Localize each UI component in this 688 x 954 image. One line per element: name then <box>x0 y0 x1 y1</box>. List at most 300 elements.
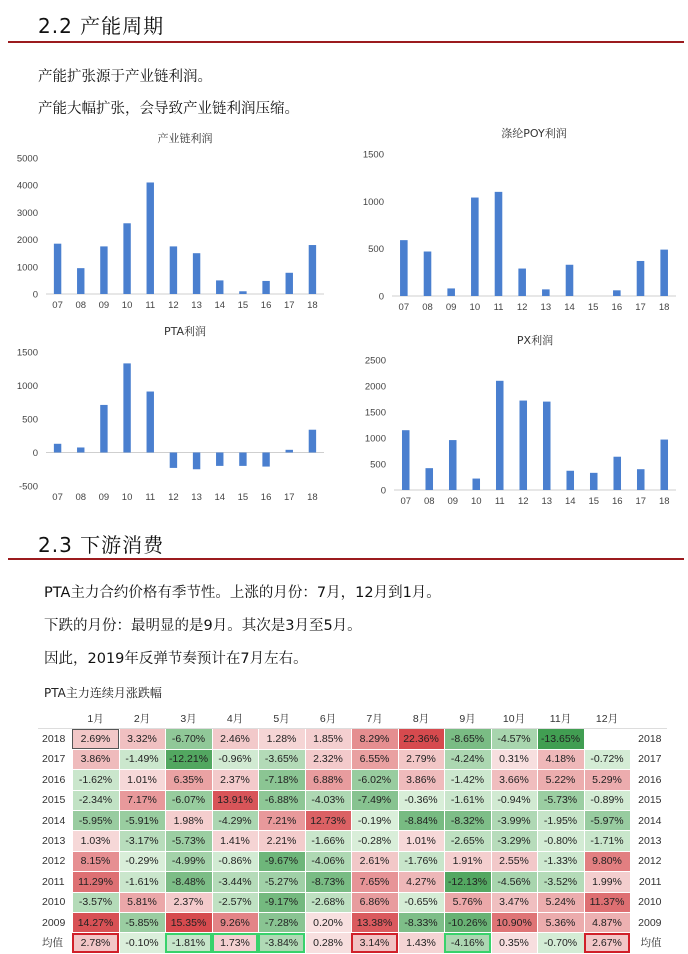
x-tick-label: 16 <box>611 496 623 507</box>
heatmap-cell: -5.91% <box>119 810 165 830</box>
heatmap-cell: 1.01% <box>119 770 165 790</box>
heatmap-cell: -5.73% <box>537 790 584 810</box>
y-tick-label: 0 <box>32 289 38 301</box>
heatmap-cell: 4.27% <box>398 872 444 892</box>
heatmap-cell: -8.65% <box>444 729 491 749</box>
heatmap-cell: -0.29% <box>119 851 165 871</box>
bar <box>170 246 177 294</box>
heatmap-cell: -2.68% <box>305 892 351 912</box>
paragraph-line: 产能扩张源于产业链利润。 <box>38 69 212 85</box>
y-tick-label: 1000 <box>16 262 38 274</box>
bar <box>239 291 246 294</box>
bar <box>471 198 479 296</box>
heatmap-cell: -1.81% <box>165 933 212 953</box>
heatmap-cell: 13.38% <box>351 912 398 932</box>
heatmap-cell: -3.44% <box>212 872 258 892</box>
heatmap-cell: -0.65% <box>398 892 444 912</box>
heatmap-cell: 3.86% <box>72 749 119 769</box>
x-tick-label: 07 <box>398 302 410 313</box>
heatmap-cell: 1.41% <box>212 831 258 851</box>
column-header: 3月 <box>165 709 212 729</box>
row-label: 2018 <box>630 729 666 749</box>
row-label: 2010 <box>630 892 666 912</box>
y-tick-label: 1000 <box>16 381 38 392</box>
heatmap-cell: 2.78% <box>72 933 119 953</box>
x-tick-label: 15 <box>237 492 249 503</box>
y-tick-label: 2000 <box>16 235 38 247</box>
heatmap-cell: -9.17% <box>258 892 305 912</box>
chart-title: PX利润 <box>516 334 554 347</box>
heatmap-cell: -5.27% <box>258 872 305 892</box>
heatmap-cell: -3.52% <box>537 872 584 892</box>
heatmap-cell: -0.28% <box>351 831 398 851</box>
x-tick-label: 11 <box>494 496 505 507</box>
heatmap-cell: -1.33% <box>537 851 584 871</box>
x-tick-label: 14 <box>214 300 226 311</box>
x-tick-label: 17 <box>283 492 295 503</box>
row-label: 2012 <box>630 851 666 871</box>
x-tick-label: 18 <box>658 302 670 313</box>
chart-title: PTA利润 <box>163 325 207 338</box>
bar <box>590 473 598 490</box>
x-tick-label: 07 <box>52 492 63 503</box>
x-tick-label: 08 <box>423 496 435 507</box>
heatmap-cell: 1.91% <box>444 851 491 871</box>
x-tick-label: 14 <box>564 496 576 507</box>
heatmap-cell: 2.21% <box>258 831 305 851</box>
heatmap-cell: 0.28% <box>305 933 351 953</box>
section-title-downstream: 2.3 下游消费 <box>38 533 165 557</box>
heatmap-cell: -1.66% <box>305 831 351 851</box>
row-label: 均值 <box>38 933 72 953</box>
bar <box>239 453 246 466</box>
bar <box>660 250 668 296</box>
bar <box>216 280 223 294</box>
heatmap-cell: 5.81% <box>119 892 165 912</box>
heatmap-cell: -3.57% <box>72 892 119 912</box>
paragraph-line: 因此，2019年反弹节奏预计在7月左右。 <box>44 651 308 667</box>
chart-svg <box>352 123 682 318</box>
heatmap-cell: 15.35% <box>165 912 212 932</box>
row-label: 2017 <box>38 749 72 769</box>
bar <box>447 288 455 296</box>
heatmap-cell: -2.34% <box>72 790 119 810</box>
x-tick-label: 12 <box>516 302 528 313</box>
heatmap-cell: -1.42% <box>444 770 491 790</box>
y-tick-label: 1500 <box>16 347 38 359</box>
heatmap-cell: 2.55% <box>491 851 537 871</box>
heatmap-cell: -1.95% <box>537 810 584 830</box>
heatmap-cell: 1.99% <box>584 872 630 892</box>
bar <box>542 289 550 296</box>
heatmap-cell: -8.48% <box>165 872 212 892</box>
heatmap-cell: -1.76% <box>398 851 444 871</box>
chart-title: 产业链利润 <box>157 132 213 145</box>
bar <box>543 402 551 490</box>
heatmap-cell: -1.61% <box>444 790 491 810</box>
heatmap-cell: -4.57% <box>491 729 537 749</box>
heatmap-cell: 0.31% <box>491 749 537 769</box>
x-tick-label: 07 <box>52 300 63 311</box>
column-header: 1月 <box>72 709 119 729</box>
heatmap-cell <box>584 729 630 749</box>
heatmap-cell: -4.24% <box>444 749 491 769</box>
row-label: 2010 <box>38 892 72 912</box>
heatmap-cell: -1.71% <box>584 831 630 851</box>
heatmap-cell: 2.46% <box>212 729 258 749</box>
bar <box>100 246 107 294</box>
heatmap-cell: 6.35% <box>165 770 212 790</box>
bar <box>123 363 130 452</box>
heatmap-cell: 0.20% <box>305 912 351 932</box>
bar <box>518 269 526 296</box>
column-header: 8月 <box>398 709 444 729</box>
table-row <box>38 749 666 769</box>
x-tick-label: 08 <box>422 302 433 313</box>
heatmap-title: PTA主力连续月涨跌幅 <box>44 686 162 700</box>
heatmap-cell: -7.28% <box>258 912 305 932</box>
x-tick-label: 13 <box>540 302 552 313</box>
table-row <box>38 790 666 810</box>
column-header: 4月 <box>212 709 258 729</box>
x-tick-label: 17 <box>283 300 295 311</box>
heatmap-cell: 5.22% <box>537 770 584 790</box>
row-label: 均值 <box>630 933 666 953</box>
bar <box>496 381 504 490</box>
heatmap-cell: -8.84% <box>398 810 444 830</box>
bar <box>193 253 200 294</box>
x-tick-label: 11 <box>493 302 504 313</box>
heatmap-cell: 7.21% <box>258 810 305 830</box>
row-label: 2016 <box>630 770 666 790</box>
heatmap-cell: -3.29% <box>491 831 537 851</box>
x-tick-label: 15 <box>588 496 600 507</box>
heatmap-cell: -5.97% <box>584 810 630 830</box>
row-label: 2009 <box>38 912 72 932</box>
x-tick-label: 10 <box>121 492 133 503</box>
x-tick-label: 13 <box>191 492 202 503</box>
y-tick-label: 5000 <box>16 153 38 165</box>
bar <box>449 440 457 490</box>
heatmap-cell: -3.99% <box>491 810 537 830</box>
heatmap-cell: 9.80% <box>584 851 630 871</box>
monthly-return-heatmap <box>38 709 667 954</box>
heatmap-cell: 1.43% <box>398 933 444 953</box>
heatmap-cell: -8.33% <box>398 912 444 932</box>
heatmap-cell: 1.28% <box>258 729 305 749</box>
y-tick-label: 0 <box>380 485 386 497</box>
chart-polyester-poy-profit <box>352 123 682 318</box>
heatmap-cell: -8.32% <box>444 810 491 830</box>
bar <box>77 268 84 294</box>
bar <box>566 471 574 490</box>
table-row <box>38 831 666 851</box>
y-tick-label: 3000 <box>16 207 38 219</box>
heatmap-cell: 1.03% <box>72 831 119 851</box>
chart-svg <box>8 128 328 318</box>
heatmap-cell: -4.99% <box>165 851 212 871</box>
heatmap-cell: -5.85% <box>119 912 165 932</box>
heatmap-cell: -10.26% <box>444 912 491 932</box>
bar <box>613 290 621 296</box>
chart-svg <box>8 322 328 507</box>
heatmap-cell: -1.62% <box>72 770 119 790</box>
column-header: 5月 <box>258 709 305 729</box>
bar <box>425 468 433 490</box>
y-tick-label: 2500 <box>364 355 386 367</box>
column-header: 9月 <box>444 709 491 729</box>
heatmap-cell: -0.19% <box>351 810 398 830</box>
x-tick-label: 15 <box>587 302 599 313</box>
x-tick-label: 17 <box>635 302 646 313</box>
x-tick-label: 08 <box>75 492 87 503</box>
heatmap-cell: 3.66% <box>491 770 537 790</box>
x-tick-label: 18 <box>307 492 318 503</box>
y-tick-label: 500 <box>370 459 386 471</box>
y-tick-label: 0 <box>32 448 38 459</box>
y-tick-label: 0 <box>378 291 384 303</box>
heatmap-cell: 14.27% <box>72 912 119 932</box>
heatmap-cell: -4.56% <box>491 872 537 892</box>
x-tick-label: 14 <box>564 302 575 313</box>
heatmap-cell: -3.17% <box>119 831 165 851</box>
heatmap-cell: 3.14% <box>351 933 398 953</box>
bar <box>660 440 668 490</box>
heatmap-cell: -4.29% <box>212 810 258 830</box>
bar <box>286 273 293 294</box>
bar <box>216 453 223 466</box>
x-tick-label: 11 <box>145 492 156 503</box>
x-tick-label: 12 <box>168 300 179 311</box>
heatmap-cell: -1.61% <box>119 872 165 892</box>
x-tick-label: 16 <box>260 300 272 311</box>
heatmap-cell: 3.32% <box>119 729 165 749</box>
bar <box>637 469 645 490</box>
bar <box>472 479 480 490</box>
heatmap-cell: 5.29% <box>584 770 630 790</box>
heatmap-cell: -7.18% <box>258 770 305 790</box>
heatmap-cell: -12.13% <box>444 872 491 892</box>
x-tick-label: 09 <box>98 300 110 311</box>
bar <box>613 457 621 490</box>
y-tick-label: 1500 <box>364 407 386 419</box>
x-tick-label: 14 <box>214 492 226 503</box>
paragraph-line: 产能大幅扩张，会导致产业链利润压缩。 <box>38 101 299 117</box>
heatmap-cell: -2.65% <box>444 831 491 851</box>
y-tick-label: 1000 <box>364 433 386 445</box>
x-tick-label: 16 <box>260 492 272 503</box>
row-label: 2016 <box>38 770 72 790</box>
bar <box>309 430 316 453</box>
row-label: 2014 <box>38 810 72 830</box>
bar <box>54 444 61 453</box>
x-tick-label: 07 <box>400 496 412 507</box>
chart-svg <box>352 330 682 512</box>
heatmap-cell: 10.90% <box>491 912 537 932</box>
row-label: 2013 <box>38 831 72 851</box>
table-row <box>38 872 666 892</box>
row-label: 2015 <box>630 790 666 810</box>
row-label: 2009 <box>630 912 666 932</box>
heatmap-cell: 22.36% <box>398 729 444 749</box>
column-header: 12月 <box>584 709 630 729</box>
heatmap-cell: -6.70% <box>165 729 212 749</box>
row-label: 2012 <box>38 851 72 871</box>
heatmap-cell: -12.21% <box>165 749 212 769</box>
heatmap-cell: 8.29% <box>351 729 398 749</box>
chart-pta-profit <box>8 322 328 507</box>
corner-cell <box>630 709 666 729</box>
bar <box>170 453 177 468</box>
heatmap-cell: -2.57% <box>212 892 258 912</box>
heatmap-cell: 9.26% <box>212 912 258 932</box>
heatmap-cell: -5.95% <box>72 810 119 830</box>
heatmap-cell: -0.80% <box>537 831 584 851</box>
bar <box>495 192 503 296</box>
heatmap-cell: -6.02% <box>351 770 398 790</box>
bar <box>147 182 154 294</box>
table-row <box>38 933 666 953</box>
heatmap-cell: -4.16% <box>444 933 491 953</box>
column-header: 6月 <box>305 709 351 729</box>
x-tick-label: 11 <box>145 300 156 311</box>
bar <box>309 245 316 294</box>
row-label: 2015 <box>38 790 72 810</box>
row-label: 2011 <box>630 872 666 892</box>
heatmap-cell: 2.32% <box>305 749 351 769</box>
heatmap-cell: 2.79% <box>398 749 444 769</box>
x-tick-label: 09 <box>447 496 459 507</box>
heatmap-cell: 2.67% <box>584 933 630 953</box>
table-row <box>38 912 666 932</box>
x-tick-label: 10 <box>121 300 133 311</box>
bar <box>262 453 269 467</box>
bar <box>147 392 154 453</box>
heatmap-cell: 13.91% <box>212 790 258 810</box>
x-tick-label: 17 <box>635 496 647 507</box>
heatmap-cell: 8.15% <box>72 851 119 871</box>
column-header: 10月 <box>491 709 537 729</box>
heatmap-cell: 1.73% <box>212 933 258 953</box>
bar <box>54 244 61 294</box>
heatmap-cell: 2.37% <box>212 770 258 790</box>
y-tick-label: 2000 <box>364 381 386 393</box>
column-header: 7月 <box>351 709 398 729</box>
x-tick-label: 18 <box>307 300 318 311</box>
section-divider <box>8 41 684 43</box>
bar <box>100 405 107 453</box>
row-label: 2018 <box>38 729 72 749</box>
x-tick-label: 09 <box>98 492 110 503</box>
table-row <box>38 810 666 830</box>
corner-cell <box>38 709 72 729</box>
x-tick-label: 12 <box>168 492 179 503</box>
heatmap-cell: 3.86% <box>398 770 444 790</box>
y-tick-label: 1500 <box>362 149 384 161</box>
x-tick-label: 13 <box>191 300 202 311</box>
paragraph-line: 下跌的月份：最明显的是9月。其次是3月至5月。 <box>44 618 362 634</box>
heatmap-cell: 7.65% <box>351 872 398 892</box>
heatmap-cell: -5.73% <box>165 831 212 851</box>
x-tick-label: 09 <box>445 302 457 313</box>
y-tick-label: 4000 <box>16 180 38 192</box>
bar <box>424 252 432 296</box>
heatmap-cell: 5.24% <box>537 892 584 912</box>
heatmap-cell: -3.84% <box>258 933 305 953</box>
x-tick-label: 18 <box>658 496 670 507</box>
heatmap-cell: 5.36% <box>537 912 584 932</box>
heatmap-cell: 4.87% <box>584 912 630 932</box>
y-tick-label: 500 <box>22 414 38 426</box>
bar <box>77 447 84 452</box>
heatmap-cell: -0.96% <box>212 749 258 769</box>
heatmap-cell: 12.73% <box>305 810 351 830</box>
heatmap-cell: -6.07% <box>165 790 212 810</box>
heatmap-cell: 6.86% <box>351 892 398 912</box>
x-tick-label: 12 <box>517 496 529 507</box>
column-header: 2月 <box>119 709 165 729</box>
heatmap-cell: -3.65% <box>258 749 305 769</box>
heatmap-cell: -4.03% <box>305 790 351 810</box>
heatmap-cell: -0.72% <box>584 749 630 769</box>
heatmap-cell: -0.10% <box>119 933 165 953</box>
heatmap-cell: 3.47% <box>491 892 537 912</box>
x-tick-label: 16 <box>611 302 623 313</box>
heatmap-cell: 6.55% <box>351 749 398 769</box>
heatmap-cell: -1.49% <box>119 749 165 769</box>
bar <box>193 453 200 470</box>
x-tick-label: 15 <box>237 300 249 311</box>
chart-title: 涤纶POY利润 <box>501 127 567 140</box>
x-tick-label: 10 <box>470 496 482 507</box>
heatmap-cell: 1.85% <box>305 729 351 749</box>
bar <box>400 240 408 296</box>
chart-px-profit <box>352 330 682 512</box>
heatmap-cell: -9.67% <box>258 851 305 871</box>
heatmap-cell: -0.86% <box>212 851 258 871</box>
section-title-capacity: 2.2 产能周期 <box>38 14 165 38</box>
heatmap-cell: 7.17% <box>119 790 165 810</box>
y-tick-label: -500 <box>18 481 38 493</box>
heatmap-cell: -4.06% <box>305 851 351 871</box>
x-tick-label: 13 <box>541 496 553 507</box>
bar <box>262 281 269 294</box>
heatmap-cell: 5.76% <box>444 892 491 912</box>
bar <box>123 223 130 294</box>
heatmap-cell: -7.49% <box>351 790 398 810</box>
table-row <box>38 892 666 912</box>
x-tick-label: 08 <box>75 300 87 311</box>
bar <box>286 450 293 453</box>
heatmap-cell: -0.89% <box>584 790 630 810</box>
row-label: 2011 <box>38 872 72 892</box>
heatmap-cell: -0.70% <box>537 933 584 953</box>
x-tick-label: 10 <box>469 302 481 313</box>
bar <box>637 261 645 296</box>
row-label: 2017 <box>630 749 666 769</box>
y-tick-label: 1000 <box>362 196 384 208</box>
table-row <box>38 770 666 790</box>
heatmap-cell: 11.29% <box>72 872 119 892</box>
row-label: 2014 <box>630 810 666 830</box>
y-tick-label: 500 <box>368 244 384 256</box>
bar <box>402 430 410 490</box>
heatmap-cell: -6.88% <box>258 790 305 810</box>
table-row <box>38 851 666 871</box>
heatmap-cell: 11.37% <box>584 892 630 912</box>
bar <box>519 401 527 490</box>
heatmap-cell: -0.94% <box>491 790 537 810</box>
